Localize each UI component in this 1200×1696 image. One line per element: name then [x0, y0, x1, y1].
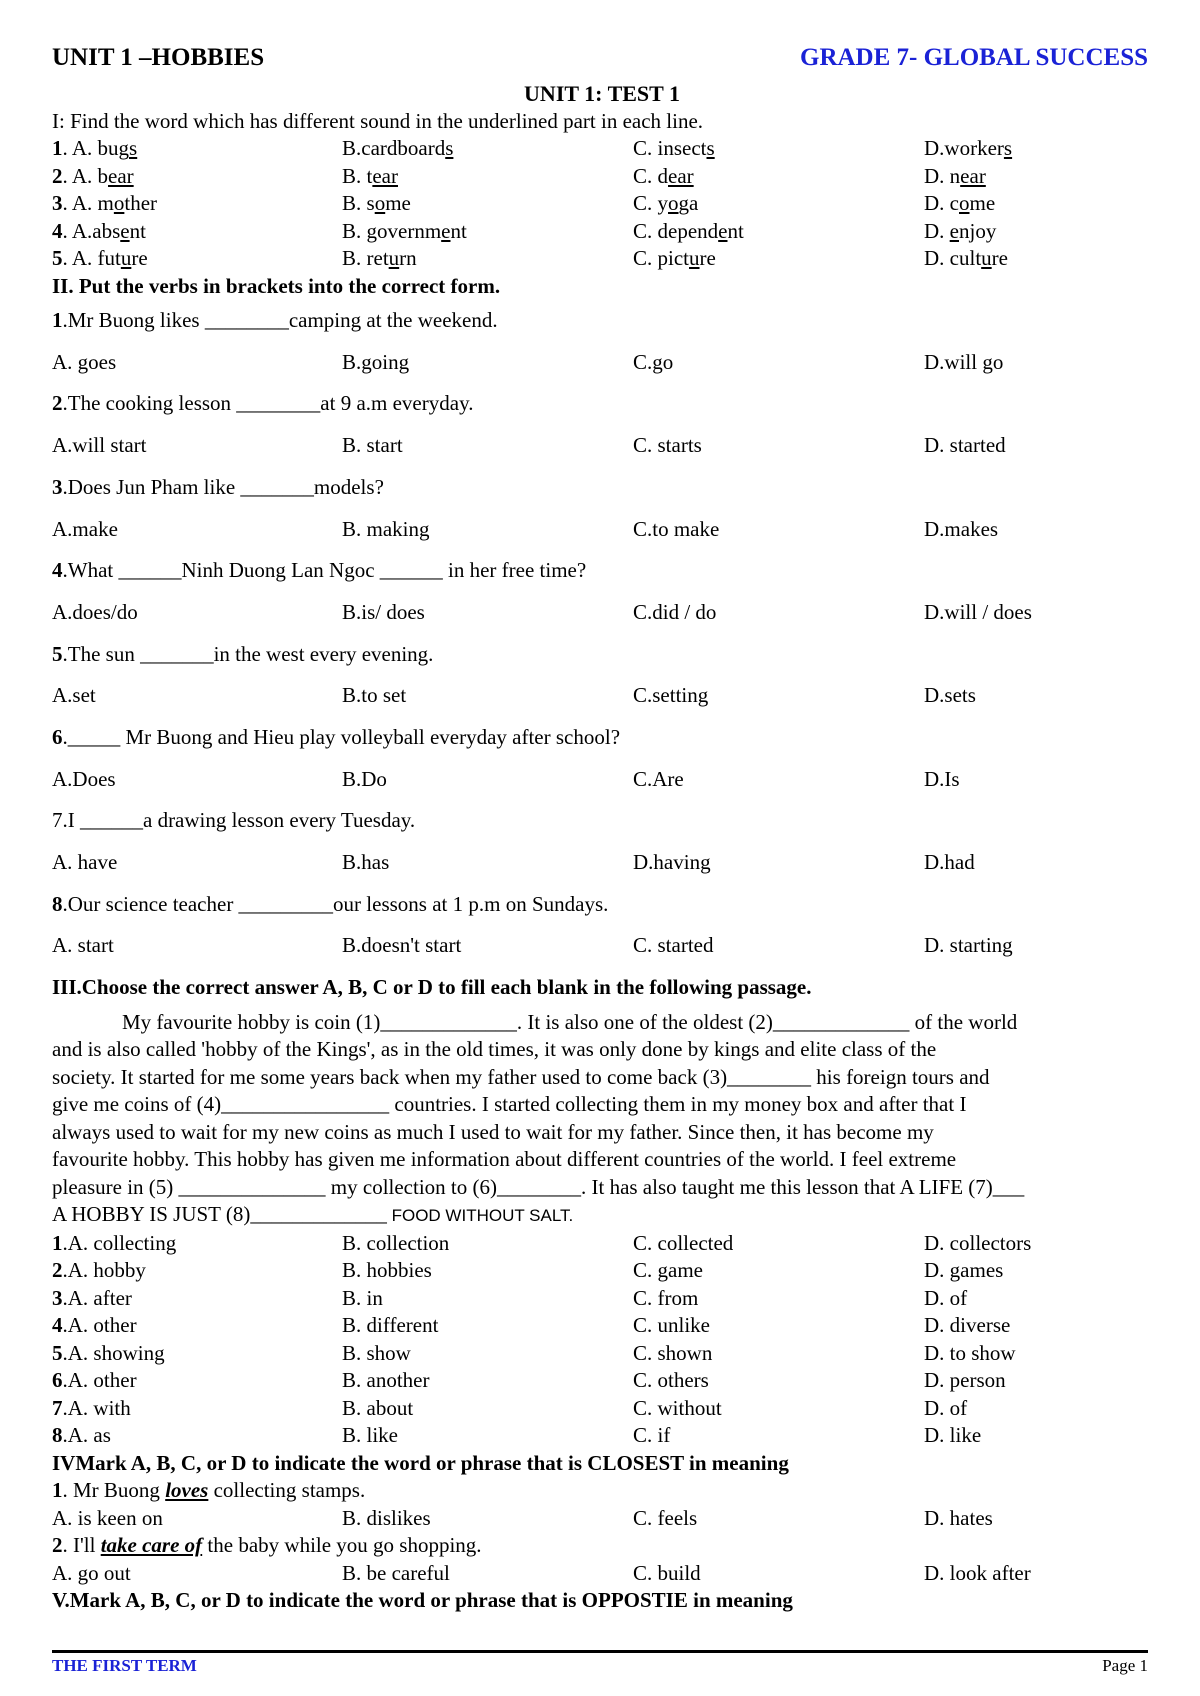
options-row — [52, 425, 1152, 467]
options-row — [52, 1505, 1152, 1533]
passage-text: give me coins of (4)________________ countries. I started collecting them in my money box and after that I — [52, 1092, 967, 1117]
test-content — [52, 80, 1152, 1615]
option-text: C. if — [633, 1423, 671, 1448]
option-text: D. to show — [924, 1340, 1016, 1365]
question-number: 3 — [52, 1285, 63, 1310]
section-1-questions — [52, 135, 1152, 273]
option-text: B. collection — [342, 1230, 450, 1255]
options-row — [52, 842, 1152, 884]
options-row — [52, 1230, 1152, 1258]
question-stem: collecting stamps. — [208, 1478, 366, 1503]
question-stem: . I'll — [62, 1533, 101, 1558]
question-stem: 7.I ______a drawing lesson every Tuesday. — [52, 808, 416, 833]
option-text: D. of — [924, 1395, 968, 1420]
question-number: 1 — [52, 136, 63, 160]
underlined-sound: o — [959, 191, 970, 215]
question-stem: . Mr Buong — [62, 1478, 166, 1503]
passage-text: and is also called 'hobby of the Kings', as in the old times, it was only done by kings and elite class of the — [52, 1037, 937, 1062]
passage-text: society. It started for me some years back when my father used to come back (3)________ his foreign tours and — [52, 1064, 990, 1089]
question-text — [52, 717, 1152, 759]
option — [342, 1257, 633, 1285]
question-number: 4 — [52, 1313, 63, 1338]
word-part: re — [991, 246, 1008, 270]
option-prefix: . A. — [62, 136, 98, 160]
option-prefix: C. — [633, 136, 658, 160]
option-text: .A. other — [62, 1368, 137, 1393]
options-row — [52, 759, 1152, 801]
options-row — [52, 1285, 1152, 1313]
option: A. goes — [52, 349, 117, 374]
option: D. look after — [924, 1560, 1031, 1585]
section-3-questions — [52, 1230, 1152, 1450]
option — [924, 245, 1152, 273]
option: D.Is — [924, 766, 960, 791]
word-part: abs — [92, 218, 121, 243]
section-4-questions — [52, 1477, 1152, 1587]
option: B. be careful — [342, 1560, 450, 1585]
options-row — [52, 1312, 1152, 1340]
question-row — [52, 163, 1152, 191]
question-text — [52, 800, 1152, 842]
option — [342, 1285, 633, 1313]
passage-line — [52, 1174, 1152, 1202]
option-text: B. hobbies — [342, 1258, 432, 1283]
option: A.will start — [52, 433, 147, 458]
option-text: .A. collecting — [62, 1230, 177, 1255]
option: A.Does — [52, 766, 116, 791]
option-text: D. person — [924, 1368, 1006, 1393]
option-prefix: C. — [633, 218, 658, 243]
option — [633, 190, 924, 218]
question-number: 6 — [52, 1368, 63, 1393]
option-text: .A. other — [62, 1313, 137, 1338]
option — [633, 163, 924, 191]
word-part: me — [385, 191, 411, 215]
option-text: .A. as — [62, 1423, 111, 1448]
underlined-sound: e — [120, 218, 130, 243]
option — [924, 1285, 1152, 1313]
word-part: njoy — [959, 218, 997, 243]
options-row — [52, 675, 1152, 717]
option — [633, 1395, 924, 1423]
word-part: c — [949, 191, 959, 215]
option — [633, 1422, 924, 1450]
option-prefix: B. — [342, 163, 367, 188]
option: C.Are — [633, 766, 684, 791]
passage-line — [52, 1009, 1152, 1037]
question-stem: .Mr Buong likes ________camping at the weekend. — [62, 308, 498, 333]
option: C. build — [633, 1560, 701, 1585]
word-part: nt — [129, 218, 146, 243]
option — [52, 1285, 342, 1313]
word-part: fut — [97, 246, 121, 270]
word-part: t — [366, 163, 373, 188]
key-phrase: loves — [165, 1478, 209, 1503]
option-text: .A. with — [62, 1395, 131, 1420]
option-text: B. show — [342, 1340, 411, 1365]
question-number: 5 — [52, 641, 63, 666]
option — [52, 1395, 342, 1423]
question-number: 4 — [52, 558, 63, 583]
question-text — [52, 383, 1152, 425]
option — [342, 1395, 633, 1423]
option-text: C. game — [633, 1258, 703, 1283]
option — [342, 245, 633, 273]
option — [52, 135, 342, 163]
option — [52, 190, 342, 218]
option — [52, 1340, 342, 1368]
option — [924, 218, 1152, 246]
passage-last-line-text: A HOBBY IS JUST (8)_____________ — [52, 1202, 387, 1227]
option-text: D. like — [924, 1423, 982, 1448]
question-number: 5 — [52, 1340, 63, 1365]
option: D. starting — [924, 933, 1013, 958]
option: C. started — [633, 933, 714, 958]
word-part: n — [949, 163, 961, 188]
footer-term: THE FIRST TERM — [52, 1656, 197, 1675]
option-text: B. in — [342, 1285, 383, 1310]
word-part: rn — [399, 246, 417, 270]
question-number: 1 — [52, 308, 63, 333]
underlined-sound: e — [441, 218, 451, 243]
option: A.make — [52, 516, 118, 541]
option — [342, 218, 633, 246]
question-number: 2 — [52, 163, 63, 188]
option: C.to make — [633, 516, 720, 541]
option — [342, 1367, 633, 1395]
question-text — [52, 1477, 1152, 1505]
footer-page-number: Page 1 — [1102, 1656, 1148, 1675]
word-part: depend — [657, 218, 719, 243]
question-number: 8 — [52, 1423, 63, 1448]
section-4-title: IVMark A, B, C, or D to indicate the word or phrase that is CLOSEST in meaning — [52, 1450, 789, 1475]
option-prefix: D. — [924, 191, 950, 215]
question-stem: .The cooking lesson ________at 9 a.m everyday. — [62, 391, 474, 416]
option: D.will / does — [924, 599, 1032, 624]
word-part: governm — [366, 218, 442, 243]
option: D.having — [633, 850, 711, 875]
option-text: D. diverse — [924, 1313, 1011, 1338]
option: A. have — [52, 850, 118, 875]
word-part: y — [657, 191, 669, 215]
underlined-sound: s — [445, 136, 454, 160]
question-stem: .The sun _______in the west every evening. — [62, 641, 434, 666]
underlined-sound: ear — [668, 163, 694, 188]
passage-line — [52, 1119, 1152, 1147]
underlined-sound: u — [689, 246, 700, 270]
word-part: nt — [450, 218, 467, 243]
option-text: B. another — [342, 1368, 430, 1393]
question-text — [52, 300, 1152, 342]
option — [633, 1367, 924, 1395]
option — [924, 1230, 1152, 1258]
question-number: 8 — [52, 891, 63, 916]
option-text: .A. after — [62, 1285, 132, 1310]
option: B.is/ does — [342, 599, 425, 624]
question-number: 6 — [52, 724, 63, 749]
word-part: insect — [657, 136, 707, 160]
option-prefix: . A. — [62, 191, 98, 215]
option-prefix: D. — [924, 163, 950, 188]
option — [633, 245, 924, 273]
option: C.did / do — [633, 599, 717, 624]
option: D. started — [924, 433, 1006, 458]
word-part: s — [366, 191, 375, 215]
option: B.going — [342, 349, 410, 374]
option: A.set — [52, 683, 96, 708]
option-text: C. without — [633, 1395, 722, 1420]
underlined-sound: u — [388, 246, 400, 270]
word-part: ther — [124, 191, 158, 215]
section-2-title: II. Put the verbs in brackets into the correct form. — [52, 273, 501, 298]
option-prefix: D. — [924, 246, 950, 270]
option — [342, 1230, 633, 1258]
option — [342, 1340, 633, 1368]
question-text — [52, 467, 1152, 509]
question-stem: .Our science teacher _________our lessons at 1 p.m on Sundays. — [62, 891, 609, 916]
section-5-title: V.Mark A, B, C, or D to indicate the word or phrase that is OPPOSTIE in meaning — [52, 1588, 793, 1613]
underlined-sound: o — [374, 191, 386, 215]
option-prefix: C. — [633, 246, 658, 270]
option-text: D. games — [924, 1258, 1004, 1283]
question-number: 2 — [52, 391, 63, 416]
question-stem: ._____ Mr Buong and Hieu play volleyball everyday after school? — [62, 724, 621, 749]
option: C. feels — [633, 1505, 698, 1530]
passage-line — [52, 1146, 1152, 1174]
option-text: .A. hobby — [62, 1258, 146, 1283]
option: D. hates — [924, 1505, 993, 1530]
option: B. start — [342, 433, 403, 458]
option-text: B. about — [342, 1395, 414, 1420]
question-number: 1 — [52, 1478, 63, 1503]
option — [342, 163, 633, 191]
option-text: C. shown — [633, 1340, 713, 1365]
question-row — [52, 190, 1152, 218]
options-row — [52, 1560, 1152, 1588]
word-part: worker — [944, 136, 1004, 160]
options-row — [52, 1367, 1152, 1395]
underlined-sound: o — [113, 191, 125, 215]
question-row — [52, 245, 1152, 273]
option-prefix: C. — [633, 191, 658, 215]
options-row — [52, 1395, 1152, 1423]
option: B.to set — [342, 683, 407, 708]
page-header — [52, 44, 1148, 80]
word-part: me — [969, 191, 996, 215]
options-row — [52, 1257, 1152, 1285]
question-text — [52, 634, 1152, 676]
options-row — [52, 1340, 1152, 1368]
reading-passage — [52, 1009, 1152, 1202]
option-prefix: B. — [342, 136, 362, 160]
option — [633, 1312, 924, 1340]
question-number: 2 — [52, 1533, 63, 1558]
option — [924, 1395, 1152, 1423]
word-part: pict — [657, 246, 690, 270]
option-text: D. collectors — [924, 1230, 1032, 1255]
option-text: B. different — [342, 1313, 439, 1338]
option: C.setting — [633, 683, 709, 708]
grade-title: GRADE 7- GLOBAL SUCCESS — [800, 44, 1148, 71]
word-part: b — [97, 163, 109, 188]
option — [924, 1340, 1152, 1368]
option — [52, 1312, 342, 1340]
question-number: 5 — [52, 246, 63, 270]
underlined-sound: u — [120, 246, 132, 270]
underlined-sound: ear — [960, 163, 986, 188]
word-part: ret — [366, 246, 389, 270]
question-text — [52, 1532, 1152, 1560]
section-3-title: III.Choose the correct answer A, B, C or D to fill each blank in the following passage. — [52, 975, 812, 1000]
underlined-sound: ear — [108, 163, 134, 188]
option: A. start — [52, 933, 114, 958]
option — [924, 1422, 1152, 1450]
underlined-sound: s — [1003, 136, 1013, 160]
option — [52, 245, 342, 273]
option — [633, 1257, 924, 1285]
options-row — [52, 508, 1152, 550]
option — [633, 1340, 924, 1368]
option-text: .A. showing — [62, 1340, 165, 1365]
underlined-sound: s — [706, 136, 715, 160]
underlined-sound: o — [668, 191, 679, 215]
option: D.will go — [924, 349, 1004, 374]
word-part: ga — [678, 191, 699, 215]
underlined-sound: s — [129, 136, 138, 160]
question-text — [52, 550, 1152, 592]
passage-last-line — [52, 1201, 1152, 1230]
underlined-sound: e — [949, 218, 959, 243]
options-row — [52, 1422, 1152, 1450]
option: A.does/do — [52, 599, 138, 624]
option-prefix: D. — [924, 218, 950, 243]
passage-text: My favourite hobby is coin (1)_____________. It is also one of the oldest (2)_____________ of the world — [122, 1009, 1018, 1034]
option: D.had — [924, 850, 975, 875]
option — [924, 135, 1152, 163]
question-stem: the baby while you go shopping. — [202, 1533, 482, 1558]
unit-title: UNIT 1 –HOBBIES — [52, 44, 265, 71]
question-number: 7 — [52, 1395, 63, 1420]
option-prefix: B. — [342, 191, 367, 215]
option: A. go out — [52, 1560, 131, 1585]
option — [633, 218, 924, 246]
option — [924, 1312, 1152, 1340]
word-part: cult — [949, 246, 982, 270]
options-row — [52, 342, 1152, 384]
option: B.has — [342, 850, 390, 875]
section-2-questions — [52, 300, 1152, 967]
option-text: B. like — [342, 1423, 398, 1448]
word-part: m — [97, 191, 114, 215]
option — [633, 1285, 924, 1313]
option-text: C. collected — [633, 1230, 734, 1255]
option-prefix: C. — [633, 163, 658, 188]
option — [342, 135, 633, 163]
key-phrase: take care of — [100, 1533, 203, 1558]
underlined-sound: u — [981, 246, 992, 270]
section-1-title: I: Find the word which has different sound in the underlined part in each line. — [52, 108, 704, 133]
option-prefix: B. — [342, 246, 367, 270]
passage-last-line-caps: FOOD WITHOUT SALT. — [386, 1206, 574, 1226]
word-part: cardboard — [361, 136, 446, 160]
word-part: re — [131, 246, 148, 270]
option — [52, 1367, 342, 1395]
option — [52, 1257, 342, 1285]
option — [633, 135, 924, 163]
options-row — [52, 592, 1152, 634]
option — [342, 1312, 633, 1340]
option-prefix: . A. — [62, 218, 93, 243]
option: C. starts — [633, 433, 702, 458]
option-prefix: B. — [342, 218, 367, 243]
option-text: C. others — [633, 1368, 709, 1393]
option-prefix: . A. — [62, 163, 98, 188]
option — [52, 1422, 342, 1450]
word-part: bug — [97, 136, 130, 160]
option — [52, 218, 342, 246]
options-row — [52, 925, 1152, 967]
option — [924, 190, 1152, 218]
question-number: 2 — [52, 1258, 63, 1283]
question-row — [52, 135, 1152, 163]
option: C.go — [633, 349, 674, 374]
underlined-sound: e — [718, 218, 728, 243]
option: D.sets — [924, 683, 976, 708]
passage-line — [52, 1091, 1152, 1119]
question-stem: .Does Jun Pham like _______models? — [62, 474, 384, 499]
question-stem: .What ______Ninh Duong Lan Ngoc ______ in her free time? — [62, 558, 587, 583]
passage-line — [52, 1036, 1152, 1064]
option: A. is keen on — [52, 1505, 163, 1530]
option: B.Do — [342, 766, 387, 791]
word-part: d — [657, 163, 669, 188]
option — [924, 1257, 1152, 1285]
question-text — [52, 884, 1152, 926]
underlined-sound: ear — [372, 163, 398, 188]
option — [342, 190, 633, 218]
question-number: 3 — [52, 191, 63, 215]
question-number: 3 — [52, 474, 63, 499]
passage-text: pleasure in (5) ______________ my collection to (6)________. It has also taught me this lesson that A LIFE (7)___ — [52, 1174, 1025, 1199]
question-row — [52, 218, 1152, 246]
option — [342, 1422, 633, 1450]
option: D.makes — [924, 516, 999, 541]
option-prefix: . A. — [62, 246, 98, 270]
option-text: C. from — [633, 1285, 699, 1310]
option — [924, 163, 1152, 191]
question-number: 4 — [52, 218, 63, 243]
option — [633, 1230, 924, 1258]
option-text: C. unlike — [633, 1313, 710, 1338]
word-part: nt — [727, 218, 744, 243]
question-number: 1 — [52, 1230, 63, 1255]
option — [924, 1367, 1152, 1395]
option — [52, 163, 342, 191]
word-part: re — [699, 246, 716, 270]
option: B. making — [342, 516, 430, 541]
option-text: D. of — [924, 1285, 968, 1310]
option-prefix: D. — [924, 136, 945, 160]
option: B. dislikes — [342, 1505, 431, 1530]
test-title: UNIT 1: TEST 1 — [524, 81, 680, 106]
option — [52, 1230, 342, 1258]
footer-divider — [52, 1650, 1148, 1653]
passage-line — [52, 1064, 1152, 1092]
passage-text: favourite hobby. This hobby has given me information about different countries of the world. I feel extreme — [52, 1147, 957, 1172]
option: B.doesn't start — [342, 933, 462, 958]
passage-text: always used to wait for my new coins as much I used to wait for my father. Since then, it has become my — [52, 1119, 934, 1144]
